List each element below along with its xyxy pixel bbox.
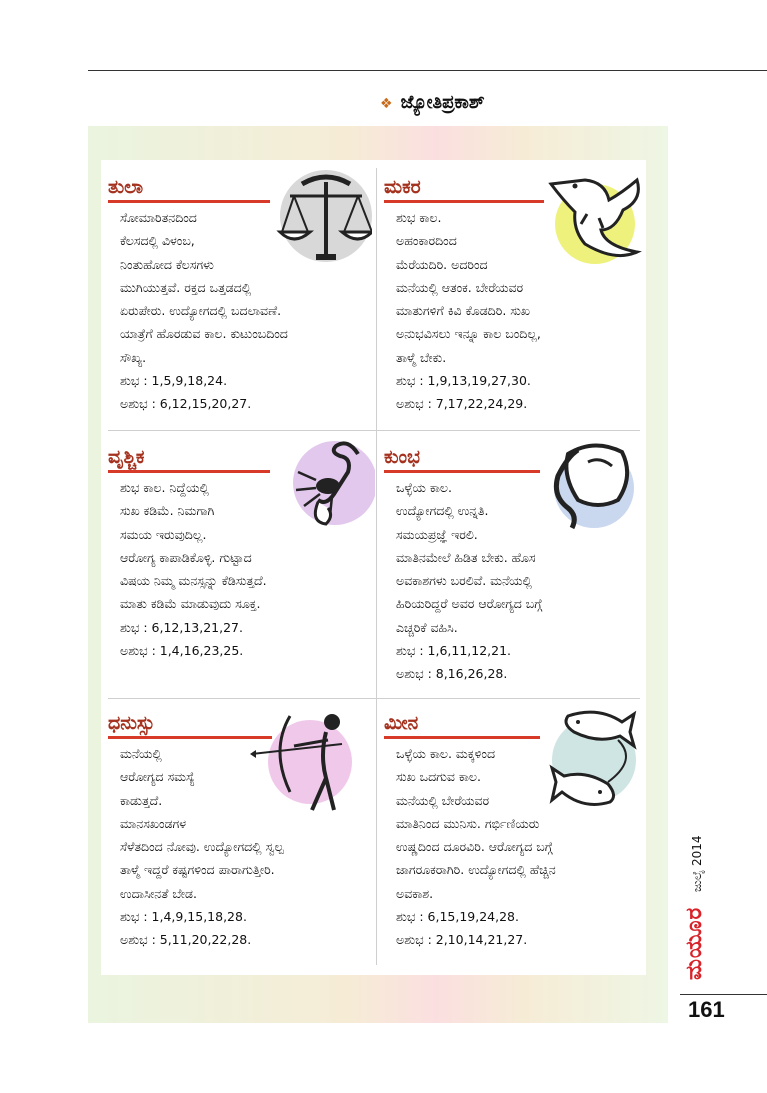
prediction-line: ಸುಖ ಒದಗುವ ಕಾಲ. [396, 769, 482, 785]
prediction-line: ಅವಕಾಶ. [396, 885, 434, 901]
prediction-line: ಅನುಭವಿಸಲು ಇನ್ನೂ ಕಾಲ ಬಂದಿಲ್ಲ, [396, 326, 541, 342]
title-rule [108, 470, 270, 473]
prediction-line: ಸೆಳೆತದಿಂದ ನೋವು. ಉದ್ಯೋಗದಲ್ಲಿ ಸ್ವಲ್ಪ [120, 839, 284, 855]
sign-text [396, 742, 556, 952]
prediction-line: ಕಾಡುತ್ತದೆ. [120, 792, 163, 808]
prediction-line: ಮನೆಯಲ್ಲಿ [120, 746, 162, 761]
prediction-line: ಅಹಂಕಾರದಿಂದ [396, 233, 457, 249]
pisces-fish-icon [548, 706, 638, 811]
diamond-bullet-icon: ❖ [380, 96, 393, 112]
prediction-line: ಅವಕಾಶಗಳು ಬರಲಿವೆ. ಮನೆಯಲ್ಲಿ [396, 573, 532, 589]
prediction-line: ಜಾಗರೂಕರಾಗಿರಿ. ಉದ್ಯೋಗದಲ್ಲಿ ಹೆಚ್ಚಿನ [396, 862, 556, 878]
sign-title: ತುಲಾ [108, 176, 144, 198]
section-title-text: ಜ್ಯೋತಿಪ್ರಕಾಶ್ [400, 92, 485, 113]
shubha-dates: ಶುಭ : 6,15,19,24,28. [396, 909, 519, 925]
top-rule [88, 70, 767, 71]
prediction-line: ತಾಳ್ಮೆ ಇದ್ದರೆ ಕಷ್ಟಗಳಿಂದ ಪಾರಾಗುತ್ತೀರಿ. [120, 862, 275, 878]
prediction-line: ಸಮಯಪ್ರಜ್ಞೆ ಇರಲಿ. [396, 526, 478, 542]
prediction-line: ಮಾತಿನಿಂದ ಮುನಿಸು. ಗರ್ಭಿಣಿಯರು [396, 815, 540, 831]
prediction-line: ಮನೆಯಲ್ಲಿ ಆತಂಕ. ಬೇರೆಯವರ [396, 279, 524, 295]
prediction-line: ಮಾತುಗಳಿಗೆ ಕಿವಿ ಕೊಡದಿರಿ. ಸುಖ [396, 303, 530, 319]
sign-title: ಧನುಸ್ಸು [108, 712, 155, 734]
column-divider [376, 168, 377, 965]
prediction-line: ಯಾತ್ರೆಗೆ ಹೊರಡುವ ಕಾಲ. ಕುಟುಂಬದಿಂದ [120, 326, 288, 342]
sign-text [120, 742, 284, 952]
prediction-line: ಸೌಖ್ಯ. [120, 349, 147, 365]
prediction-line: ಮೆರೆಯದಿರಿ. ಅದರಿಂದ [396, 256, 488, 272]
prediction-line: ಆರೋಗ್ಯದ ಸಮಸ್ಯೆ [120, 769, 195, 785]
prediction-line: ಉಷ್ಣದಿಂದ ದೂರವಿರಿ. ಆರೋಗ್ಯದ ಬಗ್ಗೆ [396, 839, 553, 855]
sign-title: ವೃಶ್ಚಿಕ [108, 446, 145, 468]
prediction-line: ಮಾತಿನಮೇಲೆ ಹಿಡಿತ ಬೇಕು. ಹೊಸ [396, 549, 536, 565]
prediction-line: ಮನೆಯಲ್ಲಿ ಬೇರೆಯವರ [396, 792, 490, 808]
prediction-line: ಒಳ್ಳೆಯ ಕಾಲ. [396, 480, 452, 495]
title-rule [384, 736, 540, 739]
ashubha-dates: ಅಶುಭ : 6,12,15,20,27. [120, 396, 252, 412]
title-rule [108, 200, 270, 203]
capricorn-crocodile-icon [545, 170, 645, 265]
sign-title: ಮೀನ [384, 712, 419, 734]
ashubha-dates: ಅಶುಭ : 1,4,16,23,25. [120, 643, 244, 659]
ashubha-dates: ಅಶುಭ : 8,16,26,28. [396, 666, 508, 682]
prediction-line: ಮುಗಿಯುತ್ತವೆ. ರಕ್ತದ ಒತ್ತಡದಲ್ಲಿ [120, 279, 252, 295]
page-number: 161 [688, 997, 725, 1022]
prediction-line: ಒಳ್ಳೆಯ ಕಾಲ. ಮಕ್ಕಳಿಂದ [396, 746, 496, 761]
prediction-line: ಸಮಯ ಇರುವುದಿಲ್ಲ. [120, 526, 207, 542]
row-divider [108, 430, 640, 431]
sign-text [120, 476, 267, 662]
issue-month: ಜುಲೈ 2014 [690, 835, 704, 892]
prediction-line: ಶುಭ ಕಾಲ. ನಿದ್ದೆಯಲ್ಲಿ [120, 480, 209, 495]
prediction-line: ಹಿರಿಯರಿದ್ದರೆ ಅವರ ಆರೋಗ್ಯದ ಬಗ್ಗೆ [396, 596, 543, 612]
shubha-dates: ಶುಭ : 1,6,11,12,21. [396, 643, 512, 659]
shubha-dates: ಶುಭ : 1,4,9,15,18,28. [120, 909, 247, 925]
prediction-line: ಆರೋಗ್ಯ ಕಾಪಾಡಿಕೊಳ್ಳಿ. ಗುಟ್ಟಾದ [120, 549, 252, 565]
prediction-line: ಸೋಮಾರಿತನದಿಂದ [120, 210, 197, 225]
title-rule [384, 200, 544, 203]
sign-title: ಕುಂಭ [384, 446, 420, 468]
prediction-line: ಕೆಲಸದಲ್ಲಿ ವಿಳಂಬ, [120, 233, 195, 249]
sign-text [396, 476, 542, 686]
prediction-line: ನಿಂತುಹೋದ ಕೆಲಸಗಳು [120, 256, 214, 272]
scorpion-icon [290, 436, 375, 531]
magazine-logo: ಮಯೂರ [682, 906, 707, 980]
sign-text [120, 206, 288, 416]
shubha-dates: ಶುಭ : 1,5,9,18,24. [120, 373, 228, 389]
row-divider [108, 698, 640, 699]
ashubha-dates: ಅಶುಭ : 2,10,14,21,27. [396, 932, 528, 948]
ashubha-dates: ಅಶುಭ : 5,11,20,22,28. [120, 932, 252, 948]
prediction-line: ವಿಷಯ ನಿಮ್ಮ ಮನಸ್ಸನ್ನು ಕೆಡಿಸುತ್ತದೆ. [120, 573, 267, 589]
prediction-line: ಸುಖ ಕಡಿಮೆ. ನಿಮಗಾಗಿ [120, 503, 215, 519]
sign-title: ಮಕರ [384, 176, 421, 198]
prediction-line: ಎಚ್ಚರಿಕೆ ವಹಿಸಿ. [396, 619, 458, 635]
prediction-line: ಶುಭ ಕಾಲ. [396, 210, 442, 225]
prediction-line: ಏರುಪೇರು. ಉದ್ಯೋಗದಲ್ಲಿ ಬದಲಾವಣೆ. [120, 303, 282, 319]
shubha-dates: ಶುಭ : 1,9,13,19,27,30. [396, 373, 531, 389]
footer-rule [680, 994, 767, 995]
title-rule [108, 736, 272, 739]
prediction-line: ಮಾನಸಖಂಡಗಳ [120, 815, 187, 831]
prediction-line: ಮಾತು ಕಡಿಮೆ ಮಾಡುವುದು ಸೂಕ್ತ. [120, 596, 261, 612]
shubha-dates: ಶುಭ : 6,12,13,21,27. [120, 619, 243, 635]
section-title [380, 92, 485, 113]
prediction-line: ಉದಾಸೀನತೆ ಬೇಡ. [120, 885, 197, 901]
sign-text [396, 206, 541, 416]
prediction-line: ಉದ್ಯೋಗದಲ್ಲಿ ಉನ್ನತಿ. [396, 503, 489, 519]
aquarius-pot-icon [548, 436, 638, 531]
ashubha-dates: ಅಶುಭ : 7,17,22,24,29. [396, 396, 528, 412]
title-rule [384, 470, 540, 473]
prediction-line: ತಾಳ್ಮೆ ಬೇಕು. [396, 349, 447, 365]
